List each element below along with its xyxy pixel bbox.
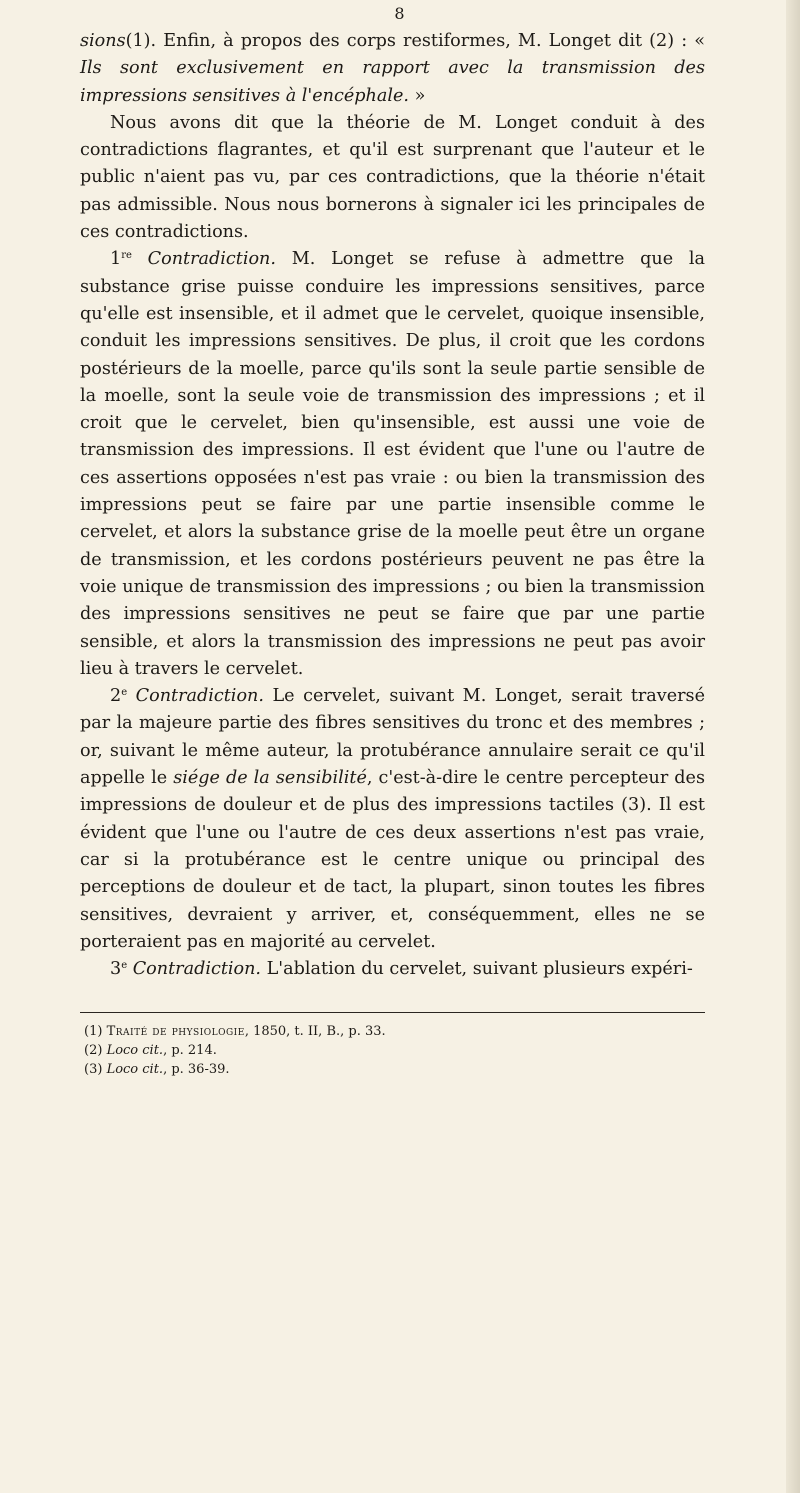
paragraph-text: . Il est évident que l'une ou l'autre de ces deux assertions n'est pas vraie, car si la protubérance est le centre unique ou principal des perceptions de douleur et de tact, la plupart, sinon toutes les fibres sensitives, devraient y arriver, et, conséquemment, elles ne se porteraient pas en majorité au cervelet. [80, 795, 705, 952]
body-text [80, 28, 705, 983]
paragraph-1 [80, 28, 705, 110]
contradiction-heading: Contradiction. [131, 249, 276, 270]
footnote-title: Loco cit. [106, 1062, 164, 1077]
quote-open: : « [674, 31, 705, 51]
page-edge [786, 0, 800, 1493]
contradiction-number: 1 [110, 249, 122, 270]
paragraph-5 [80, 956, 705, 983]
footnote-title: Loco cit. [106, 1043, 164, 1058]
footnote-2 [80, 1041, 705, 1060]
paragraph-text: L'ablation du cervelet, suivant plusieurs expéri- [261, 959, 693, 980]
footnote-separator [80, 1012, 705, 1013]
footnote-number: (1) [84, 1024, 103, 1039]
contradiction-heading: Contradiction. [127, 686, 264, 707]
footnote-citation: , 1850, t. II, B., p. 33. [244, 1024, 386, 1039]
footnote-citation: , p. 214. [163, 1043, 217, 1058]
paragraph-text: . Enfin, à propos des corps restiformes, M. Longet dit [150, 31, 650, 51]
footnote-citation: , p. 36-39. [163, 1062, 230, 1077]
footnote-ref: (2) [649, 31, 675, 51]
paragraph-2: Nous avons dit que la théorie de M. Longet conduit à des contradictions flagrantes, et qu'il est surprenant que l'auteur et le public n'aient pas vu, par ces contradictions, que la théorie n'était pas admissible. Nous nous bornerons à signaler ici les principales de ces contradictions. [80, 112, 705, 243]
contradiction-number: 2 [110, 686, 122, 707]
continued-word: sions [80, 31, 126, 51]
footnote-number: (3) [84, 1062, 103, 1077]
footnote-ref: (1) [125, 31, 151, 51]
page-number: 8 [394, 4, 406, 23]
paragraph-text: Le cervelet, suivant M. Longet, serait traversé par la majeure partie des fibres sensitives du tronc et des membres ; or, suivant le même auteur, la protubérance annulaire serait ce qu'il appelle le [80, 686, 705, 789]
ordinal-suffix: e [121, 687, 128, 699]
footnote-number: (2) [84, 1043, 103, 1058]
footnote-1 [80, 1022, 705, 1041]
italic-phrase: siége de la sensibilité [173, 768, 367, 789]
ordinal-suffix: e [121, 960, 128, 972]
footnote-3 [80, 1060, 705, 1079]
paragraph-text: , c'est-à-dire le centre percepteur des impressions de douleur et de plus des impressions tactiles [80, 768, 705, 816]
paragraph-3 [80, 246, 705, 683]
paragraph-4 [80, 683, 705, 956]
footnotes [80, 1022, 705, 1079]
quotation: Ils sont exclusivement en rapport avec la transmission des impressions sensitives à l'encéphale. [80, 58, 705, 106]
footnote-title: Traité de physiologie [106, 1024, 245, 1039]
paragraph-text: M. Longet se refuse à admettre que la substance grise puisse conduire les impressions sensitives, parce qu'elle est insensible, et il admet que le cervelet, quoique insensible, conduit les impressions sensitives. De plus, il croit que les cordons postérieurs de la moelle, parce qu'ils sont la seule partie sensible de la moelle, sont la seule voie de transmission des impressions ; et il croit que le cervelet, bien qu'insensible, est aussi une voie de transmission des impressions. Il est évident que l'une ou l'autre de ces assertions opposées n'est pas vraie : ou bien la transmission des impressions peut se faire par une partie insensible comme le cervelet, et alors la substance grise de la moelle peut être un organe de transmission, et les cordons postérieurs peuvent ne pas être la voie unique de transmission des impressions ; ou bien la transmission des impressions sensitives ne peut se faire que par une partie sensible, et alors la transmission des impressions ne peut pas avoir lieu à travers le cervelet. [80, 249, 705, 679]
quote-close: » [409, 85, 426, 106]
footnote-ref: (3) [621, 795, 647, 816]
contradiction-heading: Contradiction. [127, 959, 262, 980]
contradiction-number: 3 [110, 959, 122, 980]
ordinal-suffix: re [121, 250, 132, 262]
